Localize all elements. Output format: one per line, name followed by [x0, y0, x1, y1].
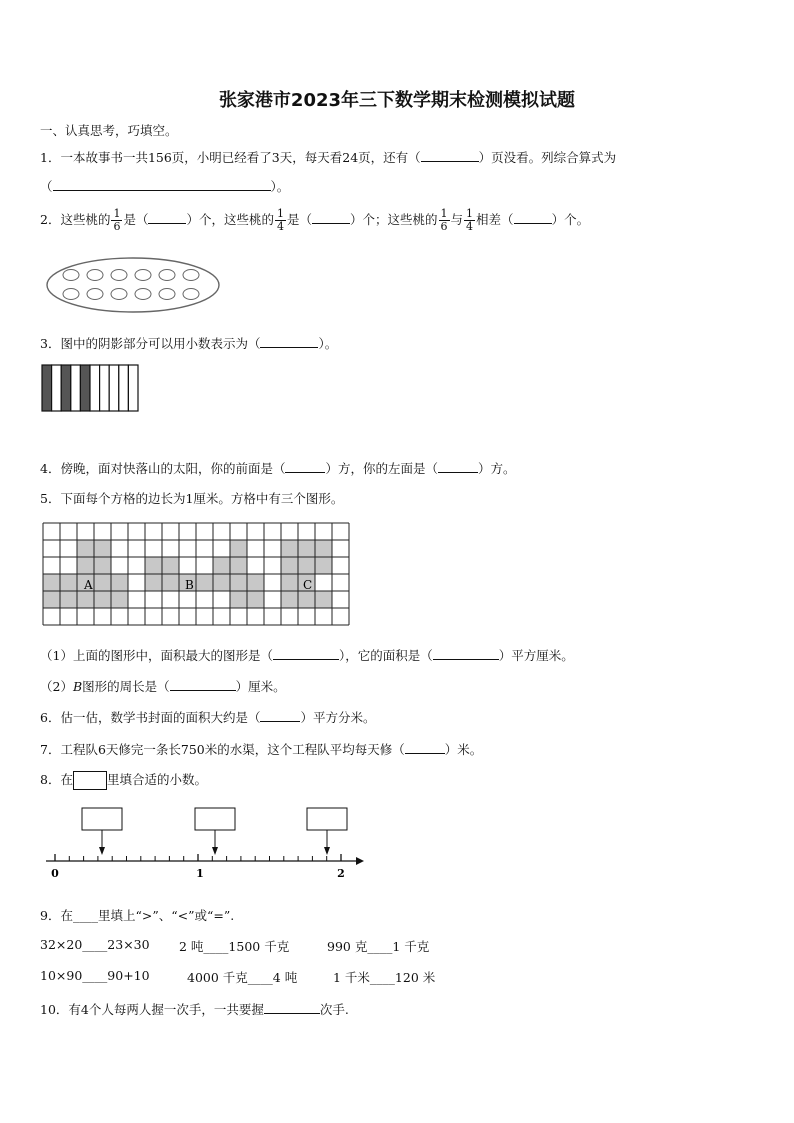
question-1-formula	[40, 177, 289, 195]
question-number: 5．	[40, 491, 61, 506]
peach-group	[63, 270, 199, 300]
answer-blank[interactable]	[514, 211, 552, 224]
fraction-one-sixth	[111, 208, 122, 233]
answer-blank[interactable]	[260, 709, 300, 722]
strip-white	[90, 365, 100, 411]
number-line-figure	[40, 805, 370, 883]
peach-icon	[111, 289, 127, 300]
shaded-cell	[230, 540, 247, 557]
shaded-cell	[298, 557, 315, 574]
question-text: 在	[60, 772, 73, 787]
arrow-down-icon	[99, 847, 105, 855]
answer-blank[interactable]	[148, 211, 186, 224]
compare-item: 990 克____1 千克	[327, 939, 430, 954]
shaded-cell	[162, 574, 179, 591]
answer-blank[interactable]	[170, 678, 236, 691]
shaded-cell	[162, 557, 179, 574]
peach-icon	[63, 270, 79, 281]
shaded-cell	[77, 540, 94, 557]
shaded-cell	[281, 591, 298, 608]
numerator: 1	[440, 207, 448, 220]
shaded-cell	[213, 557, 230, 574]
strip-white	[119, 365, 129, 411]
shaded-cell	[145, 557, 162, 574]
peach-icon	[135, 270, 151, 281]
question-text: 有4个人每两人握一次手，一共要握	[68, 1002, 264, 1017]
question-text: 这些桃的	[60, 212, 111, 227]
decimal-strip-figure	[41, 364, 141, 414]
shaded-cell	[315, 540, 332, 557]
formula-blank[interactable]	[53, 178, 271, 191]
question-text: 一本故事书一共156页，小明已经看了3天，每天看24页，还有（	[60, 150, 421, 165]
question-text: 与	[450, 212, 464, 227]
question-text: ）方，你的左面是（	[325, 461, 438, 476]
question-text: 傍晚，面对快落山的太阳，你的前面是（	[60, 461, 286, 476]
peach-icon	[183, 289, 199, 300]
question-text: 估一估，数学书封面的面积大约是（	[60, 710, 261, 725]
shape-name: B	[72, 679, 83, 694]
answer-blank[interactable]	[312, 211, 350, 224]
question-text: ）平方分米。	[300, 710, 376, 725]
question-number: 4．	[40, 461, 61, 476]
question-9	[40, 906, 234, 924]
peach-icon	[63, 289, 79, 300]
question-text: ）厘米。	[235, 679, 286, 694]
question-text: ）米。	[444, 742, 483, 757]
shaded-cell	[77, 591, 94, 608]
numerator: 1	[277, 207, 284, 220]
denominator: 6	[113, 220, 121, 233]
peaches-figure	[44, 255, 224, 315]
arrow-down-icon	[212, 847, 218, 855]
shaded-cell	[298, 540, 315, 557]
question-4	[40, 459, 516, 477]
arrow-down-icon	[324, 847, 330, 855]
question-text: 次手.	[319, 1002, 349, 1017]
shaded-cell	[247, 591, 264, 608]
question-text: 是（	[123, 212, 149, 227]
strip-white	[71, 365, 81, 411]
compare-item: 1 千米____120 米	[333, 970, 436, 985]
answer-blank[interactable]	[273, 647, 339, 660]
answer-blank[interactable]	[421, 149, 479, 162]
strip-white	[109, 365, 119, 411]
question-text: （1）上面的图形中，面积最大的图形是（	[40, 648, 273, 663]
answer-blank[interactable]	[438, 460, 478, 473]
fraction-one-sixth	[439, 208, 450, 233]
question-number: 10．	[40, 1002, 69, 1017]
strip-white	[128, 365, 138, 411]
answer-box[interactable]	[82, 808, 122, 830]
shaded-cell	[196, 574, 213, 591]
shaded-cell	[247, 574, 264, 591]
answer-blank[interactable]	[405, 741, 445, 754]
strip-shaded	[61, 365, 71, 411]
peach-icon	[135, 289, 151, 300]
open-paren: （	[40, 179, 53, 194]
question-text: ），它的面积是（	[338, 648, 433, 663]
shape-label-a: A	[84, 578, 93, 592]
question-8	[40, 770, 207, 790]
page-title: 张家港市2023年三下数学期末检测模拟试题	[218, 90, 576, 111]
number-line-ticks	[55, 854, 341, 861]
question-text: 工程队6天修完一条长750米的水渠，这个工程队平均每天修（	[60, 742, 405, 757]
shaded-cell	[213, 574, 230, 591]
denominator: 4	[277, 220, 284, 233]
question-text: （2）	[40, 679, 73, 694]
shaded-cell	[43, 574, 60, 591]
denominator: 6	[440, 220, 448, 233]
question-text: ）页没看。列综合算式为	[478, 150, 617, 165]
question-number: 9．	[40, 908, 61, 923]
strip-white	[100, 365, 110, 411]
shaded-cell	[281, 574, 298, 591]
question-text: ）个。	[551, 212, 590, 227]
denominator: 4	[466, 220, 474, 233]
fraction-one-fourth	[275, 208, 286, 233]
peach-icon	[87, 289, 103, 300]
question-number: 8．	[40, 772, 61, 787]
question-7	[40, 740, 482, 758]
shaded-cell	[281, 540, 298, 557]
question-text: ）个；这些桃的	[350, 212, 438, 227]
question-5	[40, 489, 343, 507]
answer-blank[interactable]	[433, 647, 499, 660]
numerator: 1	[466, 207, 474, 220]
question-text: ）个，这些桃的	[186, 212, 274, 227]
peach-icon	[159, 289, 175, 300]
shape-label-b: B	[185, 578, 194, 592]
question-text: 图形的周长是（	[82, 679, 170, 694]
answer-box-sample	[73, 771, 107, 790]
answer-blank[interactable]	[285, 460, 325, 473]
answer-blank[interactable]	[264, 1001, 320, 1014]
question-3	[40, 334, 337, 352]
shaded-cell	[94, 557, 111, 574]
question-text: 下面每个方格的边长为1厘米。方格中有三个图形。	[60, 491, 344, 506]
shaded-cell	[145, 574, 162, 591]
answer-box[interactable]	[307, 808, 347, 830]
tick-label-0: 0	[51, 867, 59, 880]
peach-icon	[87, 270, 103, 281]
question-text: ）平方厘米。	[498, 648, 574, 663]
shaded-cell	[60, 591, 77, 608]
compare-item: 2 吨____1500 千克	[179, 939, 290, 954]
peaches-outline	[47, 258, 219, 312]
question-2	[40, 203, 589, 237]
shaded-cell	[230, 574, 247, 591]
question-text: 里填合适的小数。	[106, 772, 207, 787]
tick-label-1: 1	[196, 867, 204, 880]
question-5-part-2	[40, 677, 286, 695]
shaded-cell	[111, 591, 128, 608]
question-number: 7．	[40, 742, 61, 757]
shape-label-c: C	[303, 578, 313, 592]
numerator: 1	[113, 207, 121, 220]
compare-item: 4000 千克____4 吨	[187, 970, 298, 985]
question-text: 相差（	[476, 212, 514, 227]
shaded-cell	[111, 574, 128, 591]
question-5-part-1	[40, 646, 574, 664]
shaded-cell	[315, 591, 332, 608]
shaded-cell	[315, 557, 332, 574]
arrow-right-icon	[356, 857, 364, 865]
shaded-cell	[77, 557, 94, 574]
peach-icon	[183, 270, 199, 281]
question-text: 在____里填上“>”、“<”或“=”.	[60, 908, 235, 923]
strip-shaded	[42, 365, 52, 411]
strip-white	[52, 365, 62, 411]
question-number: 3．	[40, 336, 61, 351]
shaded-cell	[94, 574, 111, 591]
question-text: ）。	[318, 336, 338, 351]
shaded-cell	[298, 591, 315, 608]
question-text: ）方。	[477, 461, 516, 476]
shaded-cell	[43, 591, 60, 608]
strip-shaded	[80, 365, 90, 411]
peach-icon	[159, 270, 175, 281]
question-6	[40, 708, 375, 726]
tick-label-2: 2	[337, 867, 345, 880]
question-10	[40, 1000, 349, 1018]
compare-item: 32×20____23×30	[40, 937, 150, 952]
grid-figure	[42, 522, 354, 626]
shaded-cell	[94, 540, 111, 557]
shaded-cell	[281, 557, 298, 574]
shaded-cell	[94, 591, 111, 608]
peach-icon	[111, 270, 127, 281]
close-paren: ）。	[270, 179, 290, 194]
fraction-one-fourth	[464, 208, 475, 233]
answer-blank[interactable]	[260, 335, 318, 348]
grid-lines	[43, 523, 349, 625]
shaded-cell	[230, 557, 247, 574]
question-number: 2．	[40, 212, 61, 227]
section-heading: 一、认真思考，巧填空。	[40, 123, 178, 138]
question-number: 6．	[40, 710, 61, 725]
shaded-cell	[230, 591, 247, 608]
question-text: 是（	[287, 212, 313, 227]
answer-box[interactable]	[195, 808, 235, 830]
question-text: 图中的阴影部分可以用小数表示为（	[60, 336, 261, 351]
question-number: 1．	[40, 150, 61, 165]
compare-item: 10×90____90+10	[40, 968, 150, 983]
shaded-cell	[60, 574, 77, 591]
question-1	[40, 148, 616, 166]
